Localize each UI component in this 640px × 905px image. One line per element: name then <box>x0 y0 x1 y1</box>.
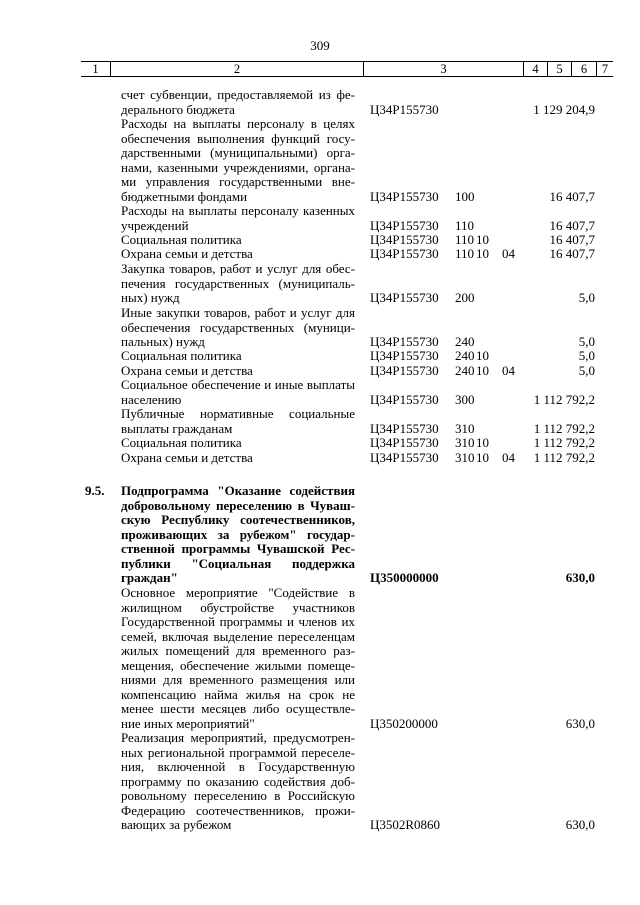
row-amount: 16 407,7 <box>549 246 595 261</box>
description-line: населению <box>121 391 182 407</box>
row-target-code: Ц34P155730 <box>370 363 439 378</box>
description-line: дарственными (муниципальными) орга- <box>121 145 355 160</box>
row-description <box>121 378 355 407</box>
row-subsection: 04 <box>502 450 515 465</box>
row-target-code: Ц34P155730 <box>370 348 439 363</box>
description-line: печения государственных (муниципаль- <box>121 275 355 291</box>
description-line: выплаты гражданам <box>121 420 233 436</box>
row-description <box>121 586 355 731</box>
row-target-code: Ц34P155730 <box>370 101 439 117</box>
description-line: компенсацию найма жилья на срок не <box>121 686 355 702</box>
description-line: граждан" <box>121 570 178 585</box>
row-amount: 1 112 792,2 <box>533 435 595 450</box>
row-description <box>121 349 355 364</box>
row-amount: 5,0 <box>578 363 595 378</box>
row-description <box>121 88 355 117</box>
row-target-code: Ц34P155730 <box>370 420 439 436</box>
row-amount: 5,0 <box>578 348 595 363</box>
row-description <box>121 407 355 436</box>
row-section: 10 <box>476 435 489 450</box>
row-description <box>121 451 355 466</box>
row-section: 10 <box>476 363 489 378</box>
row-amount: 5,0 <box>578 334 595 349</box>
header-col-1: 1 <box>81 62 111 76</box>
row-target-code: Ц34P155730 <box>370 232 439 247</box>
description-line: программу по оказанию содействия доб- <box>121 773 355 789</box>
row-target-code: Ц34P155730 <box>370 246 439 261</box>
description-line: Основное мероприятие "Содействие в <box>121 585 355 600</box>
header-col-4: 4 <box>524 62 548 76</box>
row-expense-type: 310 <box>455 420 475 436</box>
row-expense-type: 110 <box>455 217 475 233</box>
row-expense-type: 100 <box>455 188 475 204</box>
description-line: ния, включенной в Государственную <box>121 759 355 774</box>
description-line: бюджетными фондами <box>121 188 248 204</box>
description-line: ных) нужд <box>121 290 180 305</box>
header-col-2: 2 <box>111 62 364 76</box>
description-line: Публичные нормативные социальные <box>121 406 355 421</box>
description-line: Социальная политика <box>121 348 242 363</box>
description-line: Государственной программы и членов их <box>121 614 355 629</box>
row-amount: 1 112 792,2 <box>533 420 595 436</box>
row-expense-type: 240 <box>455 348 475 363</box>
row-description <box>121 247 355 262</box>
row-target-code: Ц34P155730 <box>370 290 439 305</box>
row-expense-type: 310 <box>455 435 475 450</box>
description-line: ние иных мероприятий" <box>121 715 255 731</box>
description-line: счет субвенции, предоставляемой из фе- <box>121 87 355 102</box>
row-amount: 1 112 792,2 <box>533 391 595 407</box>
row-section: 10 <box>476 246 489 261</box>
row-target-code: Ц34P155730 <box>370 188 439 204</box>
row-amount: 16 407,7 <box>549 217 595 233</box>
description-line: семей, включая выделение переселенцам <box>121 628 355 644</box>
row-amount: 630,0 <box>565 570 595 585</box>
row-number: 9.5. <box>85 483 105 498</box>
description-line: ми управления государственными вне- <box>121 174 355 189</box>
description-line: Социальная политика <box>121 435 242 450</box>
table-header <box>81 61 613 77</box>
row-section: 10 <box>476 232 489 247</box>
row-expense-type: 300 <box>455 391 475 407</box>
row-subsection: 04 <box>502 246 515 261</box>
row-amount: 1 112 792,2 <box>533 450 595 465</box>
row-description <box>121 262 355 306</box>
description-line: Подпрограмма "Оказание содействия <box>121 483 355 498</box>
description-line: учреждений <box>121 217 189 233</box>
row-target-code: Ц34P155730 <box>370 450 439 465</box>
row-target-code: Ц350000000 <box>370 570 439 585</box>
description-line: Федерацию соотечественников, прожи- <box>121 802 355 818</box>
row-target-code: Ц350200000 <box>370 715 438 731</box>
row-target-code: Ц34P155730 <box>370 334 439 349</box>
row-amount: 630,0 <box>565 817 595 832</box>
row-amount: 630,0 <box>565 715 595 731</box>
row-expense-type: 110 <box>455 232 475 247</box>
description-line: ных региональной программой переселе- <box>121 744 355 760</box>
description-line: обеспечения выполнения функций госу- <box>121 130 355 146</box>
row-amount: 16 407,7 <box>549 232 595 247</box>
description-line: Социальная политика <box>121 232 242 247</box>
description-line: обеспечения государственных (муници- <box>121 319 355 335</box>
description-line: Расходы на выплаты персоналу казенных <box>121 203 355 218</box>
row-target-code: Ц34P155730 <box>370 217 439 233</box>
row-description <box>121 306 355 350</box>
row-description <box>121 436 355 451</box>
row-subsection: 04 <box>502 363 515 378</box>
description-line: вающих за рубежом <box>121 817 232 832</box>
description-line: Охрана семьи и детства <box>121 363 253 378</box>
row-description <box>121 204 355 233</box>
description-line: Охрана семьи и детства <box>121 450 253 465</box>
description-line: ровольному переселению в Российскую <box>121 788 355 803</box>
description-line: пальных) нужд <box>121 334 205 349</box>
row-target-code: Ц3502R0860 <box>370 817 441 832</box>
description-line: мещения, обеспечение жилыми помеще- <box>121 657 355 673</box>
row-section: 10 <box>476 450 489 465</box>
description-line: публики "Социальная поддержка <box>121 555 355 571</box>
description-line: проживающих за рубежом" государ- <box>121 526 355 542</box>
row-amount: 5,0 <box>578 290 595 305</box>
description-line: нами, казенными учреждениями, органа- <box>121 159 355 175</box>
description-line: Реализация мероприятий, предусмотрен- <box>121 730 355 745</box>
description-line: Охрана семьи и детства <box>121 246 253 261</box>
row-expense-type: 200 <box>455 290 475 305</box>
description-line: Закупка товаров, работ и услуг для обес- <box>121 261 355 276</box>
row-amount: 16 407,7 <box>549 188 595 204</box>
row-description <box>121 731 355 833</box>
description-line: дерального бюджета <box>121 101 235 117</box>
description-line: жилищном обустройстве участников <box>121 599 355 615</box>
page-number: 309 <box>310 38 330 53</box>
header-col-6: 6 <box>572 62 597 76</box>
row-expense-type: 110 <box>455 246 475 261</box>
description-line: скую Республику соотечественников, <box>121 512 355 527</box>
row-section: 10 <box>476 348 489 363</box>
header-col-7: 7 <box>601 62 609 76</box>
header-col-3: 3 <box>364 62 524 76</box>
row-description <box>121 117 355 204</box>
header-col-5: 5 <box>548 62 572 76</box>
description-line: добровольному переселению в Чуваш- <box>121 497 355 513</box>
row-target-code: Ц34P155730 <box>370 435 439 450</box>
description-line: Расходы на выплаты персоналу в целях <box>121 116 355 131</box>
row-expense-type: 310 <box>455 450 475 465</box>
row-target-code: Ц34P155730 <box>370 391 439 407</box>
description-line: ниями для временного размещения или <box>121 672 355 687</box>
description-line: менее шести месяцев либо осуществле- <box>121 701 355 716</box>
row-description <box>121 484 355 586</box>
row-expense-type: 240 <box>455 363 475 378</box>
description-line: Иные закупки товаров, работ и услуг для <box>121 305 355 320</box>
description-line: Социальное обеспечение и иные выплаты <box>121 377 355 392</box>
row-amount: 1 129 204,9 <box>533 101 595 117</box>
description-line: жилых помещений для временного раз- <box>121 643 355 658</box>
description-line: ственной программы Чувашской Рес- <box>121 541 355 556</box>
row-expense-type: 240 <box>455 334 475 349</box>
